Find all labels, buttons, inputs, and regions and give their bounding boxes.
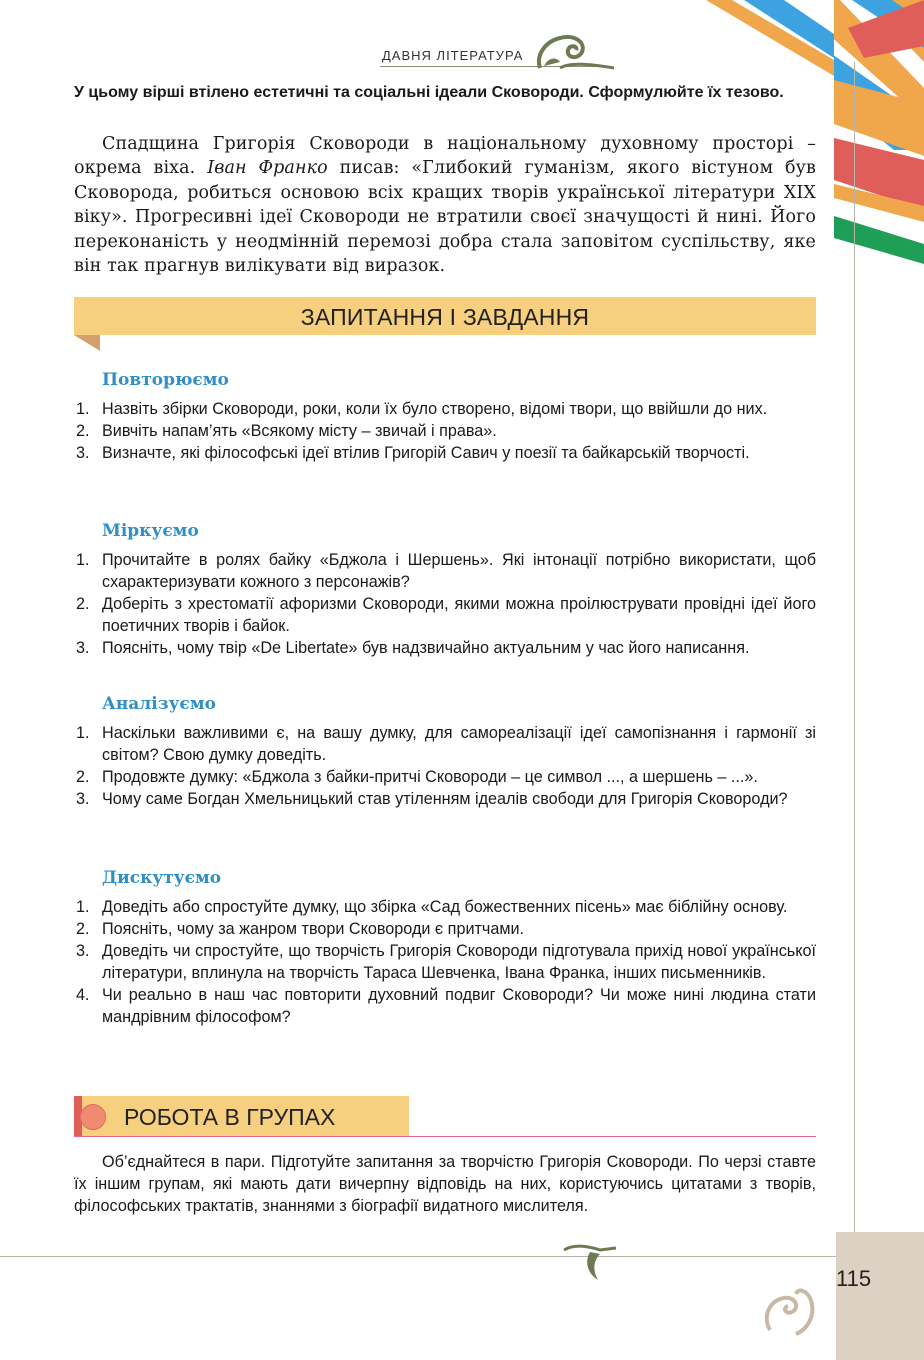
task-text: Продовжте думку: «Бджола з байки-притчі Сковороди – це символ ..., а шершень – ...».: [102, 768, 758, 786]
task-number: 1.: [76, 724, 90, 742]
flourish-ornament-icon: [530, 28, 620, 74]
task-number: 2.: [76, 920, 90, 938]
task-item: [74, 420, 816, 442]
task-number: 4.: [76, 986, 90, 1004]
running-head: ДАВНЯ ЛІТЕРАТУРА: [382, 48, 524, 63]
subhead-discuss: Дискутуємо: [102, 868, 222, 888]
task-item: [74, 398, 816, 420]
subhead-reflect: Міркуємо: [102, 521, 199, 541]
task-text: Визначте, які філософські ідеї втілив Григорій Савич у поезії та байкарській творчості.: [102, 444, 750, 462]
subhead-analyze: Аналізуємо: [102, 694, 216, 714]
task-item: [74, 637, 816, 659]
task-text: Поясніть, чому твір «De Libertate» був надзвичайно актуальним у час його написання.: [102, 639, 750, 657]
paragraph-author: Іван Франко: [207, 158, 328, 179]
group-work-title: РОБОТА В ГРУПАХ: [124, 1104, 336, 1130]
task-text: Наскільки важливими є, на вашу думку, для самореалізації ідеї самопізнання і гармонії зі світом? Свою думку доведіть.: [102, 724, 816, 764]
task-item: [74, 984, 816, 1028]
task-text: Назвіть збірки Сковороди, роки, коли їх було створено, відомі твори, що ввійшли до них.: [102, 400, 768, 418]
section-bar-fold: [74, 335, 100, 351]
task-text: Поясніть, чому за жанром твори Сковороди є притчами.: [102, 920, 525, 938]
task-item: [74, 788, 816, 810]
task-item: [74, 549, 816, 593]
heritage-paragraph: [74, 132, 816, 278]
task-item: [74, 442, 816, 464]
swirl-ornament-icon: [760, 1278, 824, 1342]
task-text: Вивчіть напам’ять «Всякому місту – звичай і права».: [102, 422, 497, 440]
paragraph-part1: Спадщина Григорія Сковороди в національному духовному просторі – окрема віха.: [74, 134, 816, 179]
task-number: 3.: [76, 639, 90, 657]
task-number: 3.: [76, 444, 90, 462]
task-item: [74, 593, 816, 637]
section-title: ЗАПИТАННЯ І ЗАВДАННЯ: [300, 304, 590, 330]
circle-icon: [80, 1104, 106, 1130]
task-text: Чи реально в наш час повторити духовний подвиг Сковороди? Чи може нині людина стати мандрівним філософом?: [102, 986, 816, 1026]
flourish-ornament-icon: [560, 1240, 620, 1284]
task-number: 1.: [76, 898, 90, 916]
task-number: 1.: [76, 551, 90, 569]
task-number: 3.: [76, 942, 90, 960]
task-number: 3.: [76, 790, 90, 808]
task-item: [74, 722, 816, 766]
task-number: 1.: [76, 400, 90, 418]
task-number: 2.: [76, 595, 90, 613]
task-text: Чому саме Богдан Хмельницький став утіленням ідеалів свободи для Григорія Сковороди?: [102, 790, 788, 808]
task-text: Прочитайте в ролях байку «Бджола і Шершень». Які інтонації потрібно використати, щоб схарактеризувати кожного з персонажів?: [102, 551, 816, 591]
subhead-repeat: Повторюємо: [102, 370, 229, 390]
task-number: 2.: [76, 422, 90, 440]
task-text: Доведіть або спростуйте думку, що збірка «Сад божественних пісень» має біблійну основу.: [102, 898, 788, 916]
task-list-analyze: [74, 722, 816, 810]
group-work-text: Об’єднайтеся в пари. Підготуйте запитання за творчістю Григорія Сковороди. По черзі ставте їх іншим групам, які мають дати вичерпну відповідь на них, користуючись цитатами з творів, філософських трактатів, знаннями з біографії видатного мислителя.: [74, 1153, 816, 1215]
paragraph-part2: писав: «Глибокий гуманізм, якого вістуном був Сковорода, робиться основою всіх кращих творів української літератури XIX віку». Прогресивні ідеї Сковороди не втратили своєї значущості й нині. Його переконаність у неодмінній перемозі добра стала заповітом суспільству, яке він так прагнув вилікувати від виразок.: [74, 158, 816, 277]
page-number: 115: [836, 1266, 872, 1291]
group-work-rule: [74, 1136, 816, 1137]
corner-block: [836, 1232, 924, 1360]
task-item: [74, 896, 816, 918]
task-item: [74, 918, 816, 940]
task-number: 2.: [76, 768, 90, 786]
task-text: Доберіть з хрестоматії афоризми Сковороди, якими можна проілюструвати провідні ідеї його поетичних творів і байок.: [102, 595, 816, 635]
intro-question: У цьому вірші втілено естетичні та соціальні ідеали Сковороди. Сформулюйте їх тезово.: [74, 84, 784, 101]
task-item: [74, 766, 816, 788]
task-item: [74, 940, 816, 984]
task-text: Доведіть чи спростуйте, що творчість Григорія Сковороди підготувала прихід нової української літератури, вплинула на творчість Тараса Шевченка, Івана Франка, інших письменників.: [102, 942, 816, 982]
task-list-repeat: [74, 398, 816, 464]
task-list-discuss: [74, 896, 816, 1028]
task-list-reflect: [74, 549, 816, 659]
